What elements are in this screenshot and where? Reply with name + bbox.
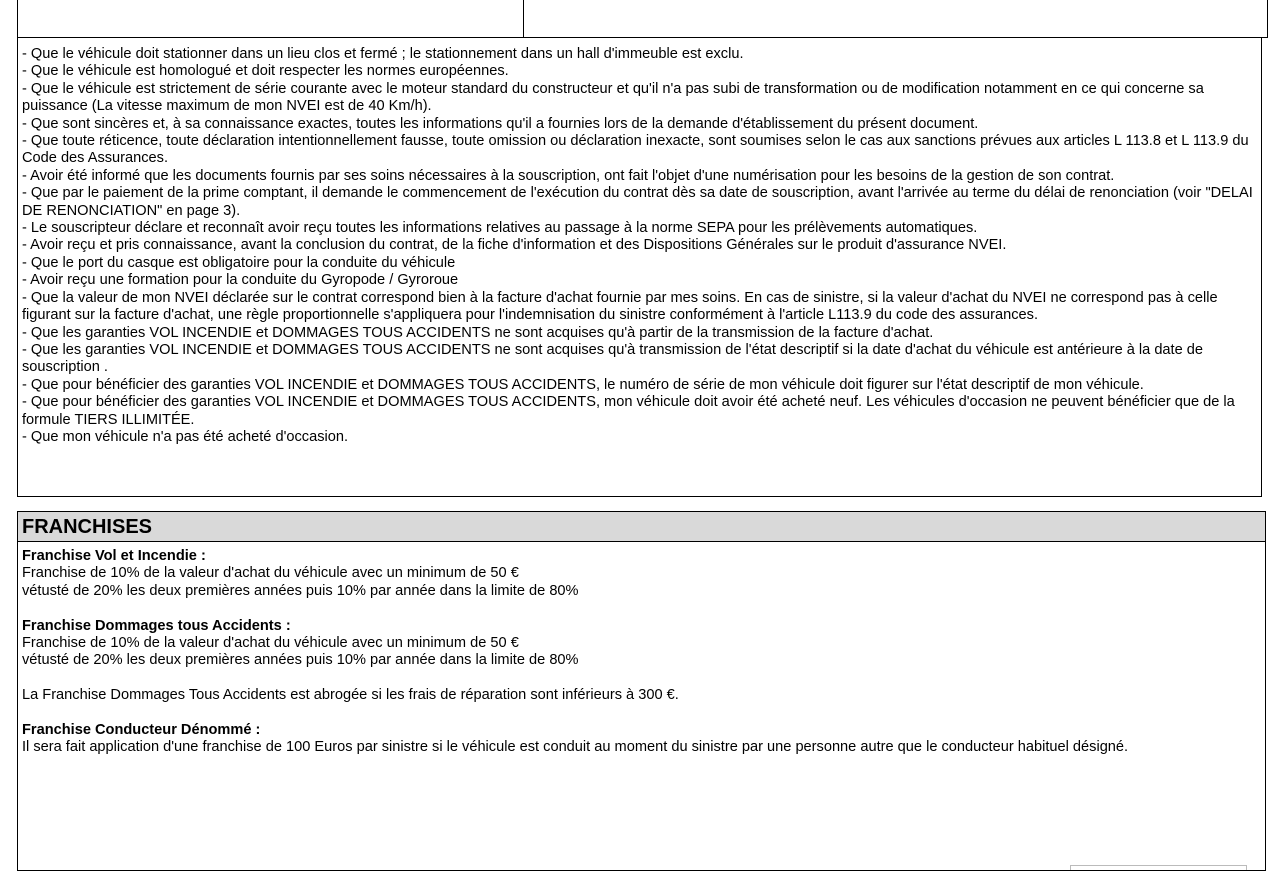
franchises-heading: FRANCHISES: [18, 512, 1265, 542]
declaration-item: - Que le véhicule doit stationner dans un lieu clos et fermé ; le stationnement dans un hall d'immeuble est exclu.: [22, 46, 744, 62]
franchise-dommages-title: Franchise Dommages tous Accidents :: [22, 617, 291, 634]
top-table-cell-right: [524, 0, 1267, 37]
declaration-item: - Que pour bénéficier des garanties VOL INCENDIE et DOMMAGES TOUS ACCIDENTS, mon véhicule doit avoir été acheté neuf. Les véhicules d'occasion ne peuvent bénéficier que de la formule TIERS ILLIMITÉE.: [22, 394, 1235, 428]
declaration-item: - Que toute réticence, toute déclaration intentionnellement fausse, toute omission ou déclaration inexacte, sont soumises selon le cas aux sanctions prévues aux articles L 113.8 et L 113.9 du Code des Assurances.: [22, 133, 1249, 167]
declaration-item: - Que le véhicule est strictement de série courante avec le moteur standard du constructeur et qu'il n'a pas subi de transformation ou de modification notamment en ce qui concerne sa puissance (La vitesse maximum de mon NVEI est de 40 Km/h).: [22, 80, 1204, 115]
declarations-box: [17, 38, 1262, 497]
top-table: [17, 0, 1268, 38]
declaration-item: - Que le port du casque est obligatoire pour la conduite du véhicule: [22, 254, 456, 271]
franchise-conducteur-text: Il sera fait application d'une franchise de 100 Euros par sinistre si le véhicule est conduit au moment du sinistre par une personne autre que le conducteur habituel désigné.: [22, 739, 1129, 756]
declaration-item: - Que pour bénéficier des garanties VOL INCENDIE et DOMMAGES TOUS ACCIDENTS, le numéro de série de mon véhicule doit figurer sur l'état descriptif de mon véhicule.: [22, 376, 1144, 393]
franchises-section: [17, 511, 1266, 871]
declaration-item: - Le souscripteur déclare et reconnaît avoir reçu toutes les informations relatives au passage à la norme SEPA pour les prélèvements automatiques.: [22, 220, 978, 237]
franchise-conducteur-title: Franchise Conducteur Dénommé :: [22, 722, 261, 739]
declaration-item: - Que par le paiement de la prime comptant, il demande le commencement de l'exécution du contrat dès sa date de souscription, avant l'arrivée au terme du délai de renonciation (voir "DELAI DE RENONCIATION" en page 3).: [22, 185, 1253, 219]
declaration-item: - Avoir reçu et pris connaissance, avant la conclusion du contrat, de la fiche d'information et des Dispositions Générales sur le produit d'assurance NVEI.: [22, 237, 1007, 254]
franchise-dommages-line: Franchise de 10% de la valeur d'achat du véhicule avec un minimum de 50 €: [22, 635, 519, 652]
declaration-item: - Que les garanties VOL INCENDIE et DOMMAGES TOUS ACCIDENTS ne sont acquises qu'à partir de la transmission de la facture d'achat.: [22, 324, 934, 341]
declaration-item: - Que le véhicule est homologué et doit respecter les normes européennes.: [22, 63, 509, 80]
declaration-item: - Que les garanties VOL INCENDIE et DOMMAGES TOUS ACCIDENTS ne sont acquises qu'à transmission de l'état descriptif si la date d'achat du véhicule est antérieure à la date de souscription .: [22, 341, 1204, 376]
declaration-item: - Que sont sincères et, à sa connaissance exactes, toutes les informations qu'il a fournies lors de la demande d'établissement du présent document.: [22, 115, 979, 132]
franchise-dommages-line: vétusté de 20% les deux premières années puis 10% par année dans la limite de 80%: [22, 652, 579, 669]
franchise-vol-title: Franchise Vol et Incendie :: [22, 548, 206, 564]
franchises-body: [18, 542, 1265, 757]
declaration-item: - Avoir été informé que les documents fournis par ses soins nécessaires à la souscription, ont fait l'objet d'une numérisation pour les besoins de la gestion de son contrat.: [22, 167, 1115, 184]
declaration-item: - Que la valeur de mon NVEI déclarée sur le contrat correspond bien à la facture d'achat fournie par mes soins. En cas de sinistre, si la valeur d'achat du NVEI ne correspond pas à celle figurant sur la facture d'achat, une règle proportionnelle s'appliquera pour l'indemnisation du sinistre conformément à l'article L113.9 du code des assurances.: [22, 289, 1218, 324]
declaration-item: - Avoir reçu une formation pour la conduite du Gyropode / Gyroroue: [22, 272, 459, 289]
franchise-abrogation-text: La Franchise Dommages Tous Accidents est abrogée si les frais de réparation sont inférieurs à 300 €.: [22, 687, 679, 704]
declaration-item: - Que mon véhicule n'a pas été acheté d'occasion.: [22, 428, 349, 445]
franchise-vol-line: vétusté de 20% les deux premières années puis 10% par année dans la limite de 80%: [22, 582, 579, 599]
top-table-cell-left: [18, 0, 524, 37]
franchise-vol-line: Franchise de 10% de la valeur d'achat du véhicule avec un minimum de 50 €: [22, 565, 519, 582]
